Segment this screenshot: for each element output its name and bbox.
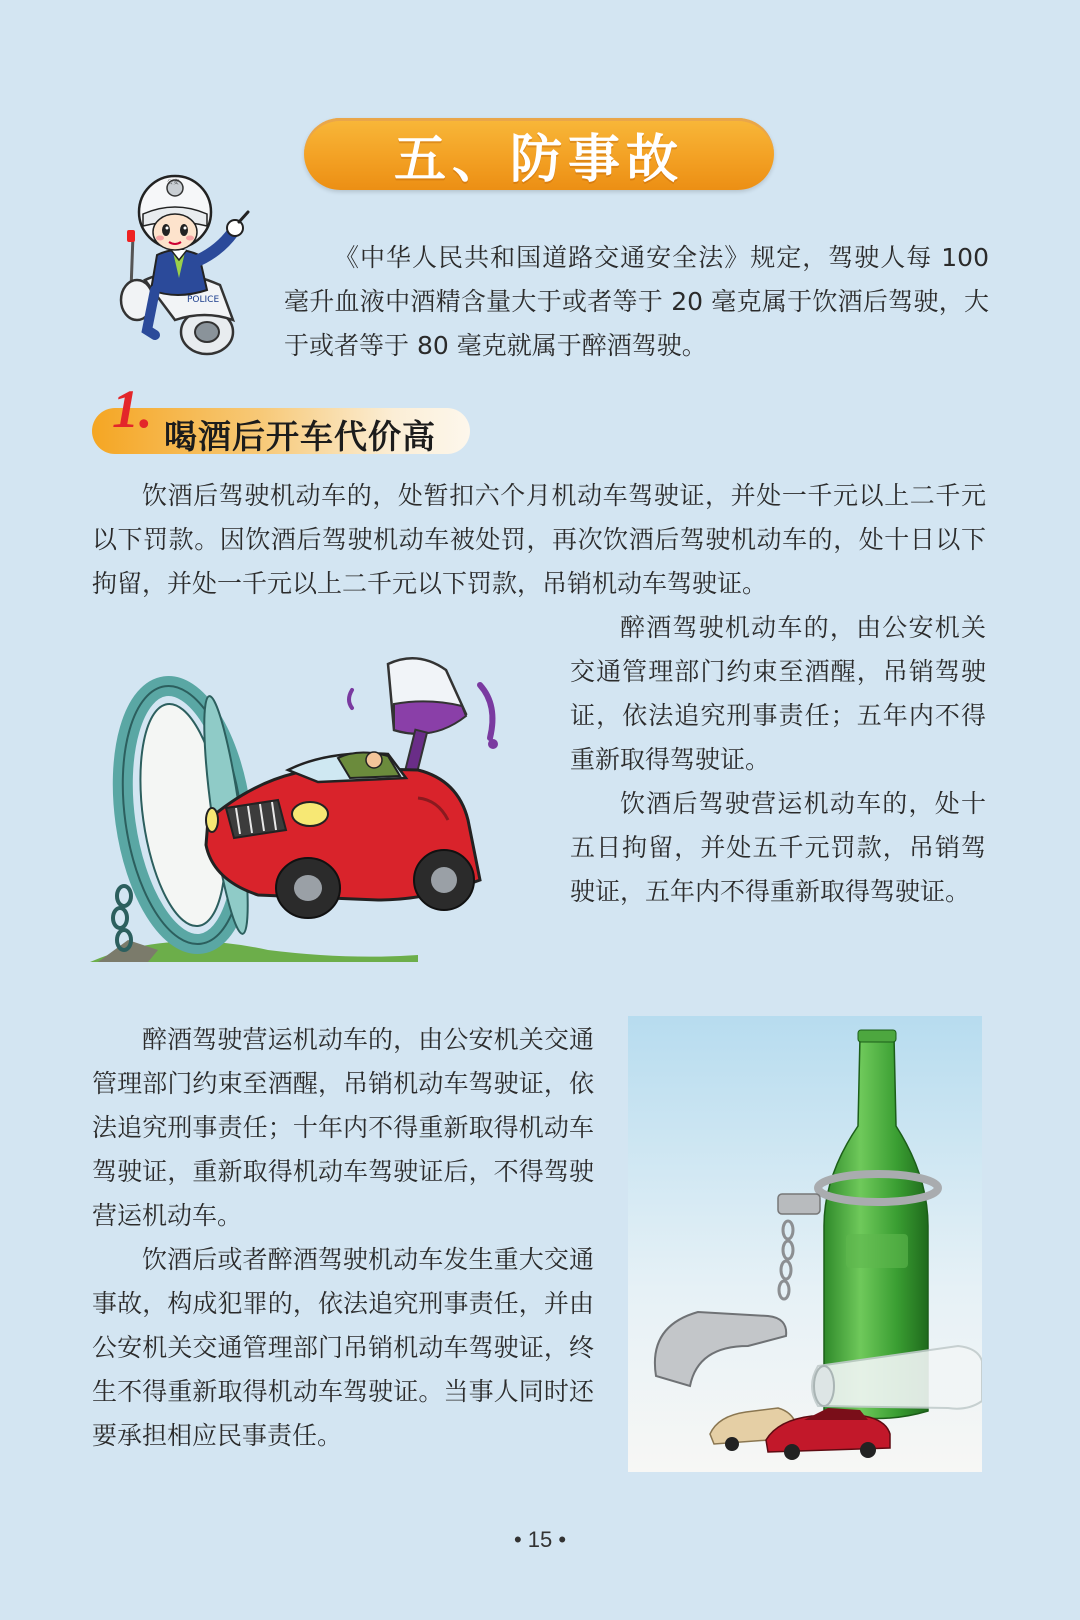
intro-paragraph: 《中华人民共和国道路交通安全法》规定，驾驶人每 100 毫升血液中酒精含量大于或者等于 20 毫克属于饮酒后驾驶，大于或者等于 80 毫克就属于醉酒驾驶。 [284, 243, 989, 360]
bottle-handcuffs-photo [628, 1016, 982, 1472]
paragraph-serious-accident: 饮酒后或者醉酒驾驶机动车发生重大交通事故，构成犯罪的，依法追究刑事责任，并由公安机关交通管理部门吊销机动车驾驶证，终生不得重新取得机动车驾驶证。当事人同时还要承担相应民事责任。 [92, 1245, 594, 1450]
section-title: 喝酒后开车代价高 [164, 417, 436, 456]
paragraph-commercial-drink-driving: 饮酒后驾驶营运机动车的，处十五日拘留，并处五千元罚款，吊销驾驶证，五年内不得重新取得驾驶证。 [570, 789, 986, 906]
paragraph-drunk-driving: 醉酒驾驶机动车的，由公安机关交通管理部门约束至酒醒，吊销驾驶证，依法追究刑事责任；五年内不得重新取得驾驶证。 [570, 613, 986, 774]
drunk-driving-car-cartoon [88, 650, 538, 965]
page-number: • 15 • [513, 1527, 567, 1552]
chapter-title-banner [304, 118, 774, 190]
paragraph-drink-driving-penalty: 饮酒后驾驶机动车的，处暂扣六个月机动车驾驶证，并处一千元以上二千元以下罚款。因饮酒后驾驶机动车被处罚，再次饮酒后驾驶机动车的，处十日以下拘留，并处一千元以上二千元以下罚款，吊销机动车驾驶证。 [92, 481, 986, 598]
chapter-title: 五、防事故 [393, 129, 684, 190]
motorcycle-police-label: POLICE [187, 295, 220, 305]
section-number: 1. [112, 379, 153, 439]
helmet-emblem-text: 公安 [167, 179, 180, 186]
police-mascot-illustration [115, 160, 255, 365]
paragraph-commercial-drunk-driving: 醉酒驾驶营运机动车的，由公安机关交通管理部门约束至酒醒，吊销机动车驾驶证，依法追究刑事责任；十年内不得重新取得机动车驾驶证，重新取得机动车驾驶证后，不得驾驶营运机动车。 [92, 1025, 594, 1230]
